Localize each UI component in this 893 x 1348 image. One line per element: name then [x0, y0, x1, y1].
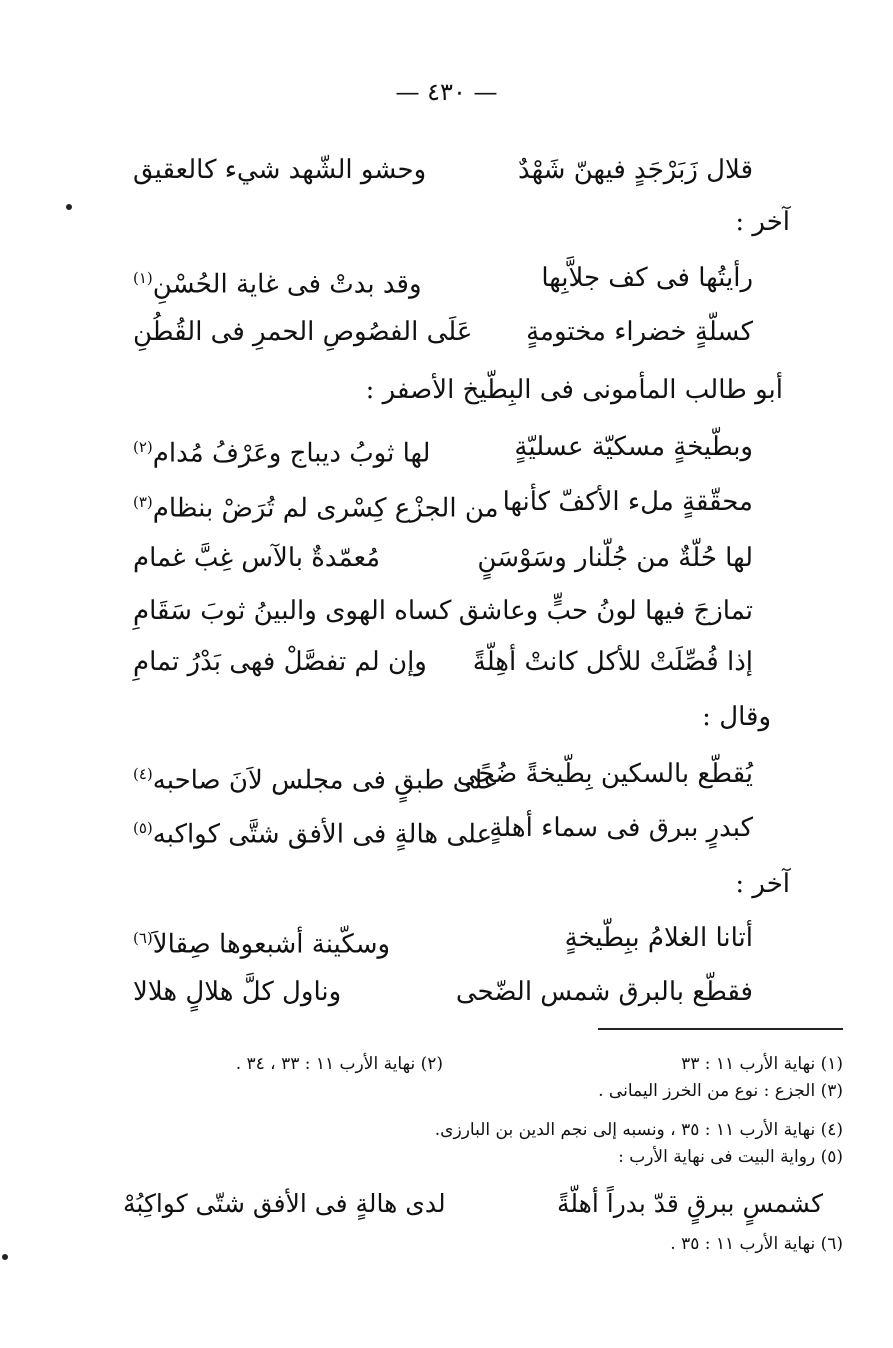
verse-11-first-hemistich: فقطّع بالبرق شمس الضّحى: [455, 977, 753, 1007]
verse-9-second-hemistich: على هالةٍ فى الأفق شتَّى كواكبه$^{(٥)}$: [133, 819, 493, 850]
verse-1: [133, 258, 753, 298]
verse-10-first-hemistich: أتانا الغلامُ ببِطّيخةٍ: [564, 923, 753, 953]
page-number: — ٤٣٠ —: [395, 78, 498, 106]
footnote-4: (٤) نهاية الأرب ١١ : ٣٥ ، ونسبه إلى نجم الدين بن البارزى.: [434, 1120, 843, 1140]
verse-2-second-hemistich: عَلَى الفصُوصِ الحمرِ فى القُطُنِ: [133, 317, 473, 347]
ink-speck: [66, 204, 72, 210]
verse-8-second-hemistich: على طبقٍ فى مجلس لاَنَ صاحبه$^{(٤)}$: [133, 765, 499, 796]
heading-akhar-2: آخر :: [735, 869, 790, 899]
verse-8: [133, 754, 753, 794]
verse-0-second-hemistich: وحشو الشّهد شيء كالعقيق: [133, 155, 427, 185]
footnote-ref-2[interactable]: (٢): [133, 438, 153, 456]
ink-speck: [2, 1254, 8, 1260]
verse-2: [133, 312, 753, 352]
verse-1-second-hemistich: وقد بدتْ فى غاية الحُسْنِ$^{(١)}$: [133, 269, 422, 300]
footnote-5-verse-first-hemistich: كشمسٍ ببرقٍ قدّ بدراً أهلّةً: [557, 1189, 823, 1218]
verse-10: [133, 918, 753, 958]
verse-5-second-hemistich: مُعمّدةٌ بالآس غِبَّ غمام: [133, 543, 381, 573]
footnote-5-verse: [123, 1182, 823, 1226]
verse-11: [133, 972, 753, 1012]
footnote-ref-6[interactable]: (٦): [133, 929, 153, 947]
heading-abu-talib: أبو طالب المأمونى فى البِطّيخ الأصفر :: [365, 375, 783, 405]
verse-2-first-hemistich: كسلّةٍ خضراء مختومةٍ: [526, 317, 753, 347]
footnote-5-verse-second-hemistich: لدى هالةٍ فى الأفق شتّى كواكِبُهْ: [123, 1189, 446, 1218]
footnote-6: (٦) نهاية الأرب ١١ : ٣٥ .: [670, 1234, 843, 1254]
verse-0-first-hemistich: قلال زَبَرْجَدٍ فيهنّ شَهْدٌ: [518, 155, 753, 185]
verse-8-first-hemistich: يُقطّع بالسكين بِطّيخةً ضُحًى: [456, 759, 753, 789]
verse-10-second-hemistich: وسكّينة أشبعوها صِقالاَ$^{(٦)}$: [133, 929, 391, 960]
verse-6: [133, 591, 753, 631]
verse-4-first-hemistich: محقّقةٍ ملء الأكفّ كأنها: [502, 487, 753, 517]
footnote-ref-3[interactable]: (٣): [133, 493, 153, 511]
footnote-ref-1[interactable]: (١): [133, 269, 153, 287]
heading-akhar-1: آخر :: [735, 207, 790, 237]
footnote-ref-4[interactable]: (٤): [133, 765, 153, 783]
verse-3: [133, 427, 753, 467]
verse-6-first-hemistich: تمازجَ فيها لونُ حبٍّ وعاشق: [458, 596, 753, 626]
verse-3-second-hemistich: لها ثوبُ ديباج وعَرْفُ مُدام$^{(٢)}$: [133, 438, 431, 469]
footnote-2: (٢) نهاية الأرب ١١ : ٣٣ ، ٣٤ .: [235, 1054, 443, 1074]
verse-7-first-hemistich: إذا فُصِّلَتْ للأكل كانتْ أهِلّةً: [472, 647, 753, 677]
footnote-ref-5[interactable]: (٥): [133, 819, 153, 837]
verse-4-second-hemistich: من الجزْع كِسْرى لم تُرَضْ بنظام$^{(٣)}$: [133, 493, 499, 524]
verse-1-first-hemistich: رأيتُها فى كف جلاَّبِها: [541, 263, 753, 293]
footnote-3: (٣) الجزع : نوع من الخرز اليمانى .: [598, 1081, 843, 1101]
verse-9: [133, 808, 753, 848]
heading-wa-qala: وقال :: [702, 702, 771, 732]
verse-7-second-hemistich: وإن لم تفصَّلْ فهى بَدْرُ تمامِ: [133, 647, 427, 677]
verse-9-first-hemistich: كبدرٍ ببرق فى سماء أهلةٍ: [489, 813, 753, 843]
footnote-5: (٥) رواية البيت فى نهاية الأرب :: [618, 1147, 843, 1167]
verse-3-first-hemistich: وبطّيخةٍ مسكيّة عسليّةٍ: [514, 432, 753, 462]
verse-5-first-hemistich: لها حُلّةٌ من جُلّنار وسَوْسَنٍ: [477, 543, 753, 573]
verse-7: [133, 642, 753, 682]
verse-4: [133, 482, 753, 522]
footnote-separator: [598, 1028, 843, 1030]
verse-5: [133, 538, 753, 578]
verse-0: [133, 150, 753, 190]
verse-6-second-hemistich: كساه الهوى والبينُ ثوبَ سَقَامِ: [133, 596, 452, 626]
verse-11-second-hemistich: وناول كلَّ هلالٍ هلالا: [133, 977, 342, 1007]
footnote-1: (١) نهاية الأرب ١١ : ٣٣: [681, 1054, 843, 1074]
